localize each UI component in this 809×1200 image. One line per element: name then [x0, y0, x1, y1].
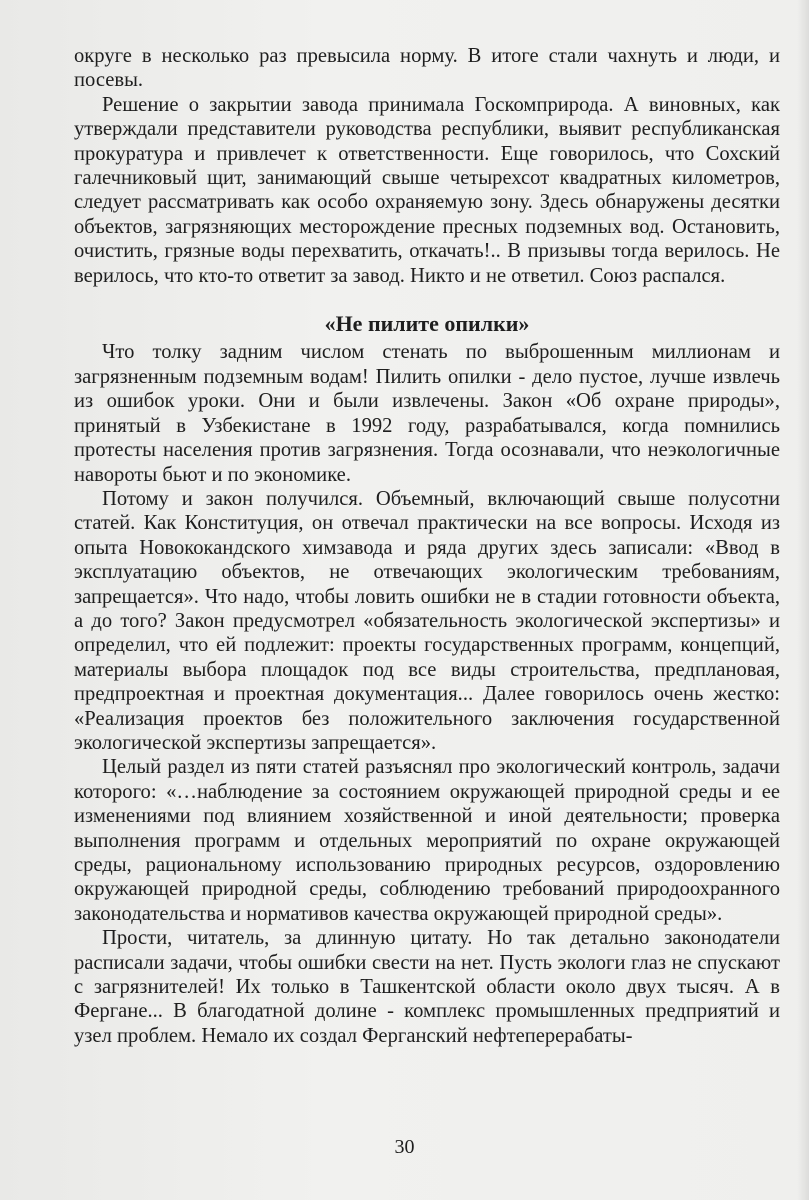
paragraph-reader: Прости, читатель, за длинную цитату. Но так детально законодатели расписали задачи, чтобы ошибки свести на нет. Пусть экологи глаз не спускают с загрязнителей! Их только в Ташкентской области около двух тысяч. А в Фергане... В благодатной долине - комплекс промышленных предприятий и узел проблем. Немало их создал Ферганский нефтеперерабаты- — [74, 927, 780, 1047]
paragraph-factory-closure: Решение о закрытии завода принимала Госкомприрода. А виновных, как утверждали представители руководства республики, выявит республиканская прокуратура и привлечет к ответственности. Еще говорилось, что Сохский галечниковый щит, занимающий свыше четырехсот квадратных километров, следует рассматривать как особо охраняемую зону. Здесь обнаружены десятки объектов, загрязняющих месторождение пресных подземных вод. Остановить, очистить, грязные воды перехватить, откачать!.. В призывы тогда верилось. Не верилось, что кто-то ответит за завод. Никто и не ответил. Союз распался. — [74, 93, 780, 287]
page-text — [74, 44, 780, 1048]
paragraph-continuation: округе в несколько раз превысила норму. В итоге стали чахнуть и люди, и посевы. — [74, 45, 780, 92]
paragraph-ecological-control: Целый раздел из пяти статей разъяснял про экологический контроль, задачи которого: «…наблюдение за состоянием окружающей природной среды и ее изменениями под влиянием хозяйственной и иной деятельности; проверка выполнения программ и отдельных мероприятий по охране окружающей среды, рациональному использованию природных ресурсов, оздоровлению окружающей природной среды, соблюдению требований природоохранного законодательства и нормативов качества окружающей природной среды». — [74, 756, 780, 925]
paragraph-sawdust: Что толку задним числом стенать по выброшенным миллионам и загрязненным подземным водам! Пилить опилки - дело пустое, лучше извлечь из ошибок уроки. Они и были извлечены. Закон «Об охране природы», принятый в Узбекистане в 1992 году, разрабатывался, когда помнились протесты населения против загрязнения. Тогда осознавали, что неэкологичные навороты бьют и по экономике. — [74, 341, 780, 486]
page-edge-shadow — [797, 0, 809, 1200]
section-heading: «Не пилите опилки» — [324, 311, 530, 337]
paragraph-law: Потому и закон получился. Объемный, включающий свыше полусотни статей. Как Конституция, он отвечал практически на все вопросы. Исходя из опыта Новококандского химзавода и ряда других здесь записали: «Ввод в эксплуатацию объектов, не отвечающих экологическим требованиям, запрещается». Что надо, чтобы ловить ошибки не в стадии готовности объекта, а до того? Закон предусмотрел «обязательность экологической экспертизы» и определил, что ей подлежит: проекты государственных программ, концепций, материалы выбора площадок под все виды строительства, предплановая, предпроектная и проектная документация... Далее говорилось очень жестко: «Реализация проектов без положительного заключения государственной экологической экспертизы запрещается». — [74, 487, 780, 754]
page-number: 30 — [394, 1136, 415, 1158]
